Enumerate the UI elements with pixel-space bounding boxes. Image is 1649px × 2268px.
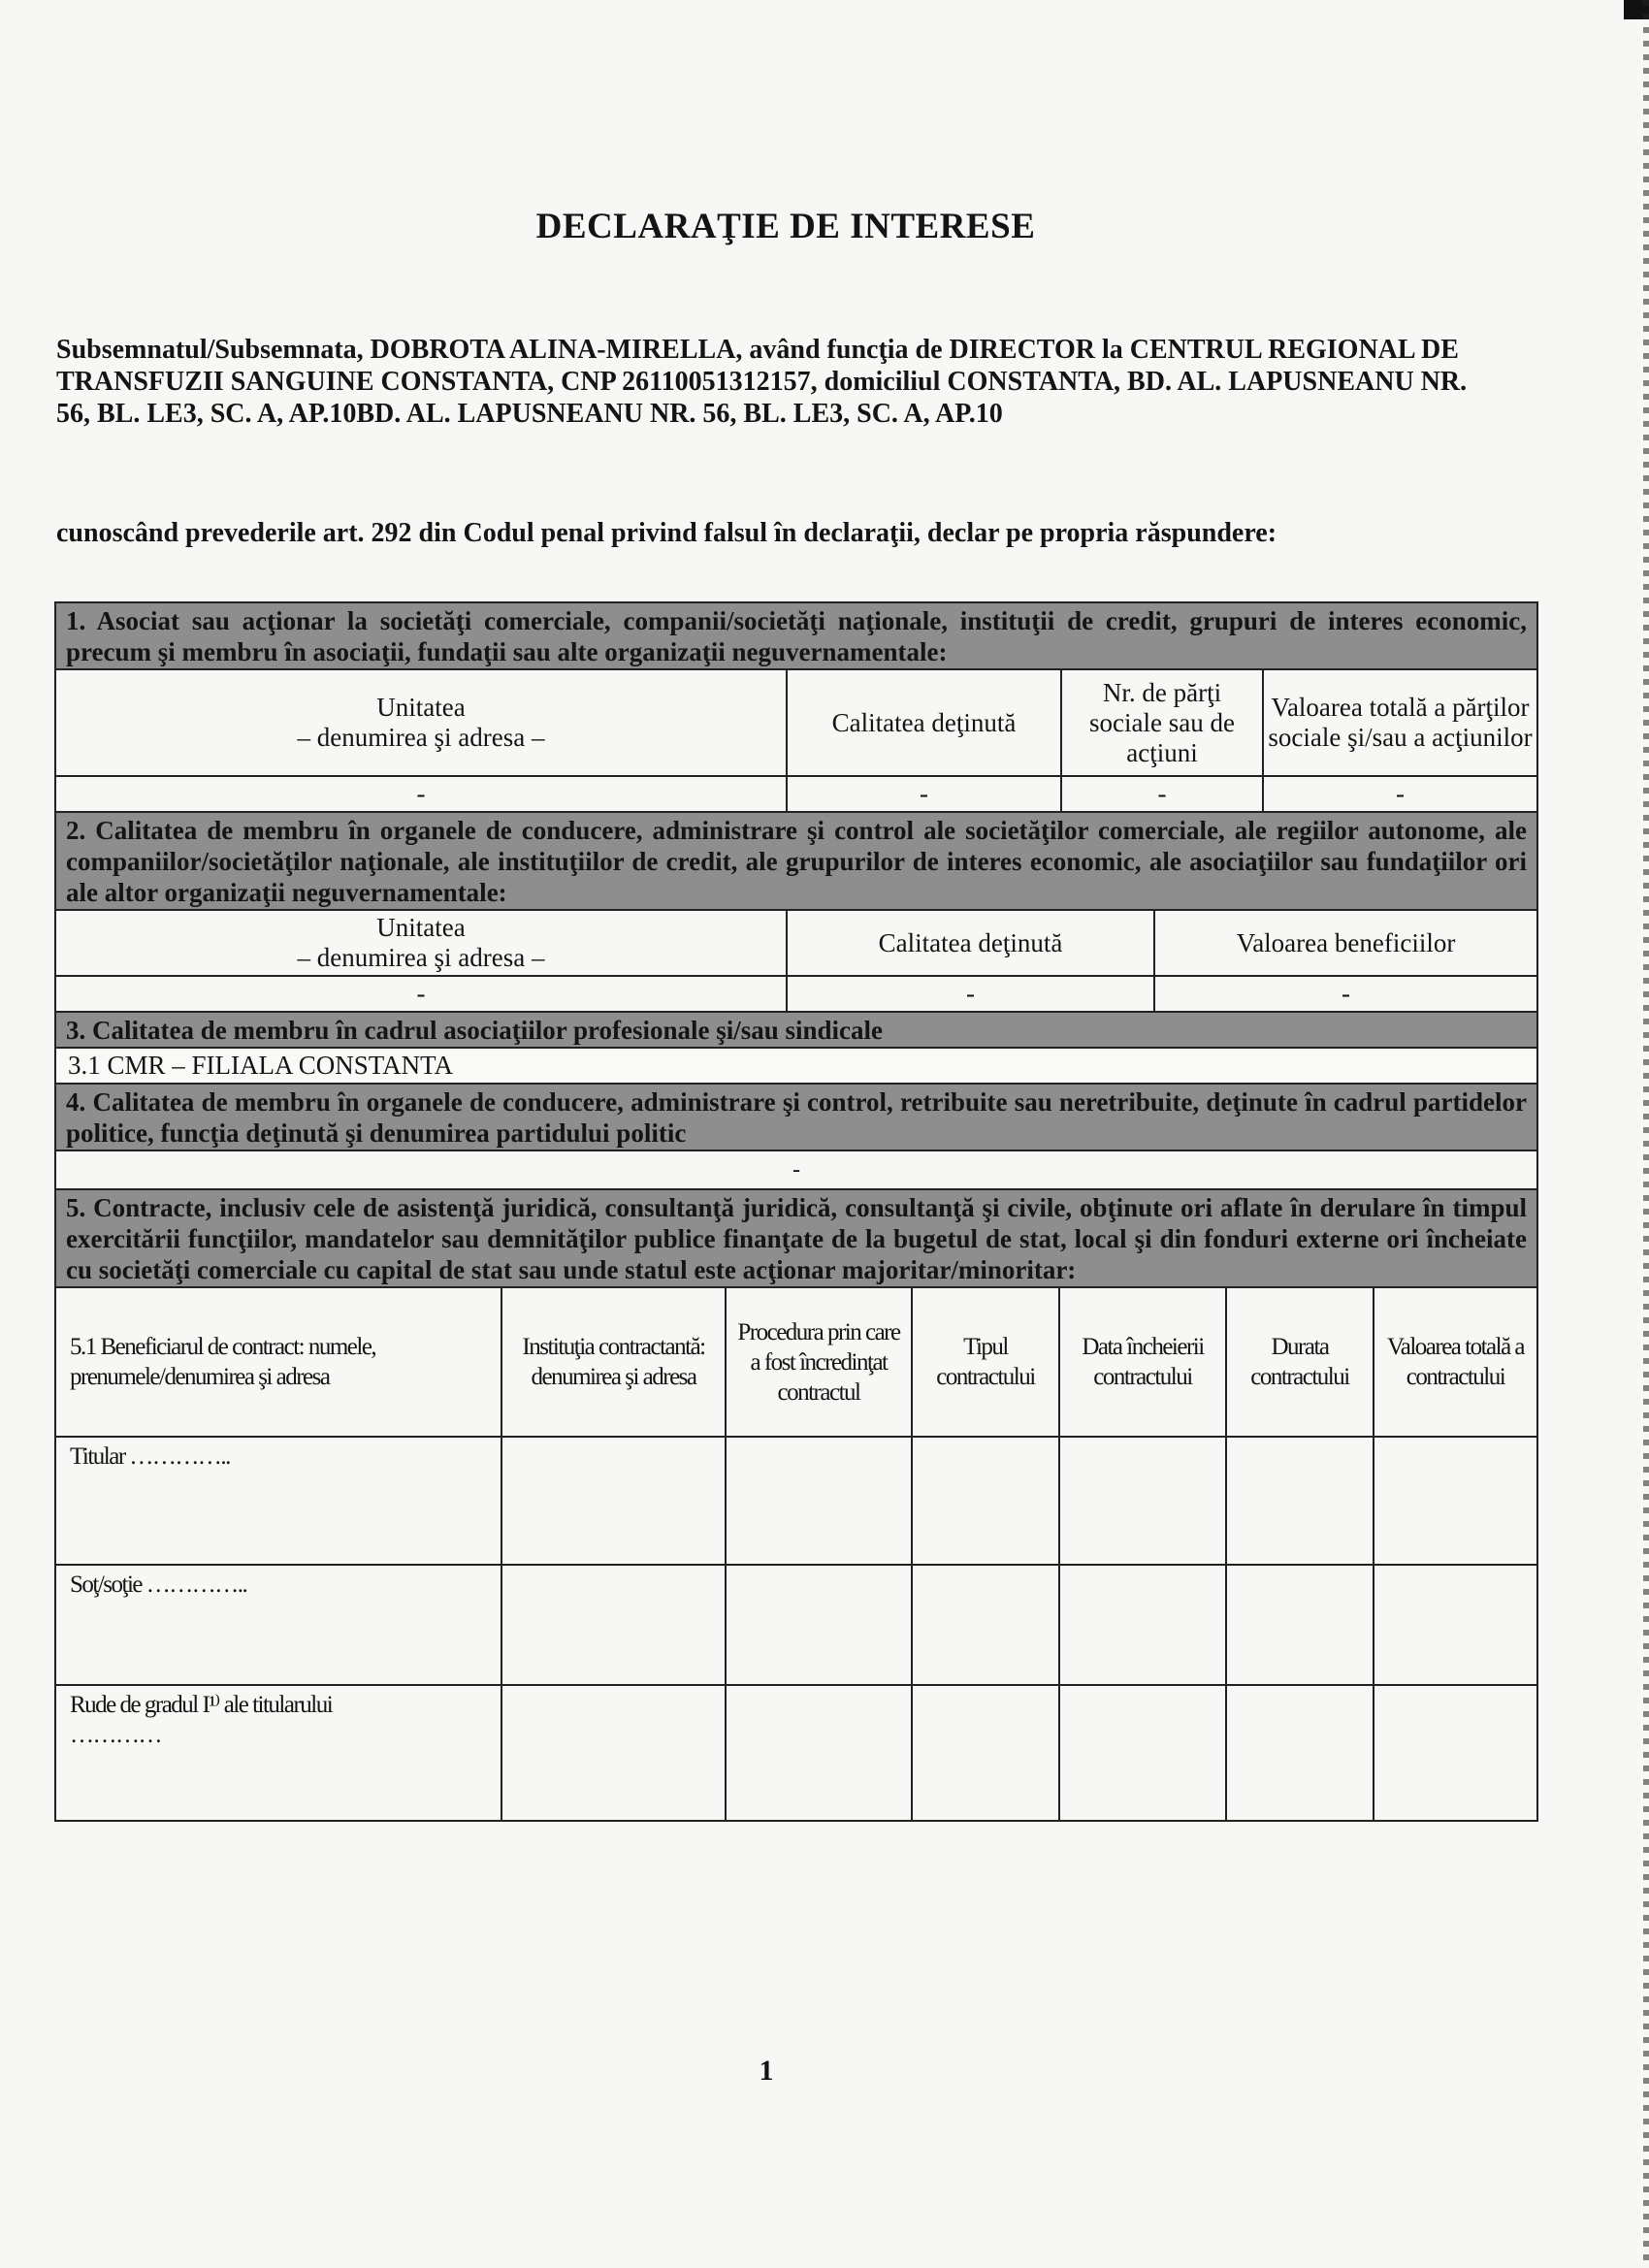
s5-col-institution: Instituţia contractantă: denumirea şi adresa [501, 1287, 726, 1437]
s5-empty-cell [1059, 1685, 1226, 1821]
s5-empty-cell [501, 1565, 726, 1685]
s1-col-role: Calitatea deţinută [787, 669, 1061, 776]
s2-col-unit: Unitatea – denumirea şi adresa – [55, 910, 787, 976]
s5-row-label: Soţ/soţie ………….. [55, 1565, 501, 1685]
s5-empty-cell [1374, 1437, 1537, 1565]
s5-empty-cell [726, 1685, 912, 1821]
s2-cell: - [55, 976, 787, 1012]
s1-cell: - [1263, 776, 1537, 812]
section-1-heading: 1. Asociat sau acţionar la societăţi comerciale, companii/societăţi naţionale, instituţii de credit, grupuri de interes economic, precum şi membru în asociaţii, fundaţii sau alte organizaţii neguvernamentale: [54, 601, 1538, 668]
s5-col-date: Data încheierii contractului [1059, 1287, 1226, 1437]
section-3-entry: 3.1 CMR – FILIALA CONSTANTA [54, 1047, 1538, 1083]
s1-cell: - [787, 776, 1061, 812]
s1-col-value: Valoarea totală a părţilor sociale şi/sau a acţiunilor [1263, 669, 1537, 776]
section-1-table [54, 668, 1538, 813]
s5-empty-cell [1059, 1565, 1226, 1685]
section-5-heading: 5. Contracte, inclusiv cele de asistenţă juridică, consultanţă juridică, consultanţă şi civile, obţinute ori aflate în derulare în timpul exercitării funcţiilor, mandatelor sau demnităţilor publice finanţate de la bugetul de stat, local şi din fonduri externe ori încheiate cu societăţi comerciale cu capital de stat sau unde statul este acţionar majoritar/minoritar: [54, 1188, 1538, 1286]
s2-col-role: Calitatea deţinută [787, 910, 1154, 976]
declaration-form [54, 601, 1538, 1822]
s2-cell: - [787, 976, 1154, 1012]
s5-col-procedure: Procedura prin care a fost încredinţat contractul [726, 1287, 912, 1437]
s5-col-total: Valoarea totală a contractului [1374, 1287, 1537, 1437]
s5-empty-cell [1374, 1685, 1537, 1821]
section-4-heading: 4. Calitatea de membru în organele de conducere, administrare şi control, retribuite sau neretribuite, deţinute în cadrul partidelor politice, funcţia deţinută şi denumirea partidului politic [54, 1083, 1538, 1150]
s5-empty-cell [1059, 1437, 1226, 1565]
s5-col-duration: Durata contractului [1226, 1287, 1374, 1437]
section-4-entry: - [54, 1150, 1538, 1188]
declarant-intro: Subsemnatul/Subsemnata, DOBROTA ALINA-MIRELLA, având funcţia de DIRECTOR la CENTRUL REGIONAL DE TRANSFUZII SANGUINE CONSTANTA, CNP 26110051312157, domiciliul CONSTANTA, BD. AL. LAPUSNEANU NR. 56, BL. LE3, SC. A, AP.10BD. AL. LAPUSNEANU NR. 56, BL. LE3, SC. A, AP.10 [56, 335, 1468, 429]
s5-col-type: Tipul contractului [912, 1287, 1059, 1437]
page-title: DECLARAŢIE DE INTERESE [535, 207, 1036, 246]
section-3-heading: 3. Calitatea de membru în cadrul asociaţiilor profesionale şi/sau sindicale [54, 1013, 1538, 1047]
s1-col-unit: Unitatea – denumirea şi adresa – [55, 669, 787, 776]
s5-empty-cell [726, 1437, 912, 1565]
section-2-heading: 2. Calitatea de membru în organele de conducere, administrare şi control ale societăţilor comerciale, ale regiilor autonome, ale companiilor/societăţilor naţionale, ale instituţiilor de credit, ale grupurilor de interes economic, ale asociaţiilor sau fundaţiilor ori ale altor organizaţii neguvernamentale: [54, 813, 1538, 909]
s5-empty-cell [726, 1565, 912, 1685]
s2-col-benefits: Valoarea beneficiilor [1154, 910, 1537, 976]
s5-empty-cell [501, 1437, 726, 1565]
s5-col-beneficiary: 5.1 Beneficiarul de contract: numele, prenumele/denumirea şi adresa [55, 1287, 501, 1437]
s1-cell: - [1061, 776, 1263, 812]
s5-empty-cell [1374, 1565, 1537, 1685]
s5-empty-cell [912, 1437, 1059, 1565]
s5-empty-cell [1226, 1685, 1374, 1821]
declaration-statement: cunoscând prevederile art. 292 din Codul penal privind falsul în declaraţii, declar pe propria răspundere: [56, 518, 1277, 548]
section-2-table [54, 909, 1538, 1013]
s2-cell: - [1154, 976, 1537, 1012]
s5-empty-cell [501, 1685, 726, 1821]
s5-row-label: Rude de gradul I¹⁾ ale titularului ………… [55, 1685, 501, 1821]
s5-empty-cell [1226, 1565, 1374, 1685]
s5-empty-cell [1226, 1437, 1374, 1565]
s5-empty-cell [912, 1565, 1059, 1685]
s5-empty-cell [912, 1685, 1059, 1821]
section-5-table [54, 1286, 1538, 1822]
s1-cell: - [55, 776, 787, 812]
scan-page-edge [1643, 0, 1649, 2268]
s5-row-label: Titular ………….. [55, 1437, 501, 1565]
page-number: 1 [759, 2055, 774, 2087]
s1-col-shares: Nr. de părţi sociale sau de acţiuni [1061, 669, 1263, 776]
